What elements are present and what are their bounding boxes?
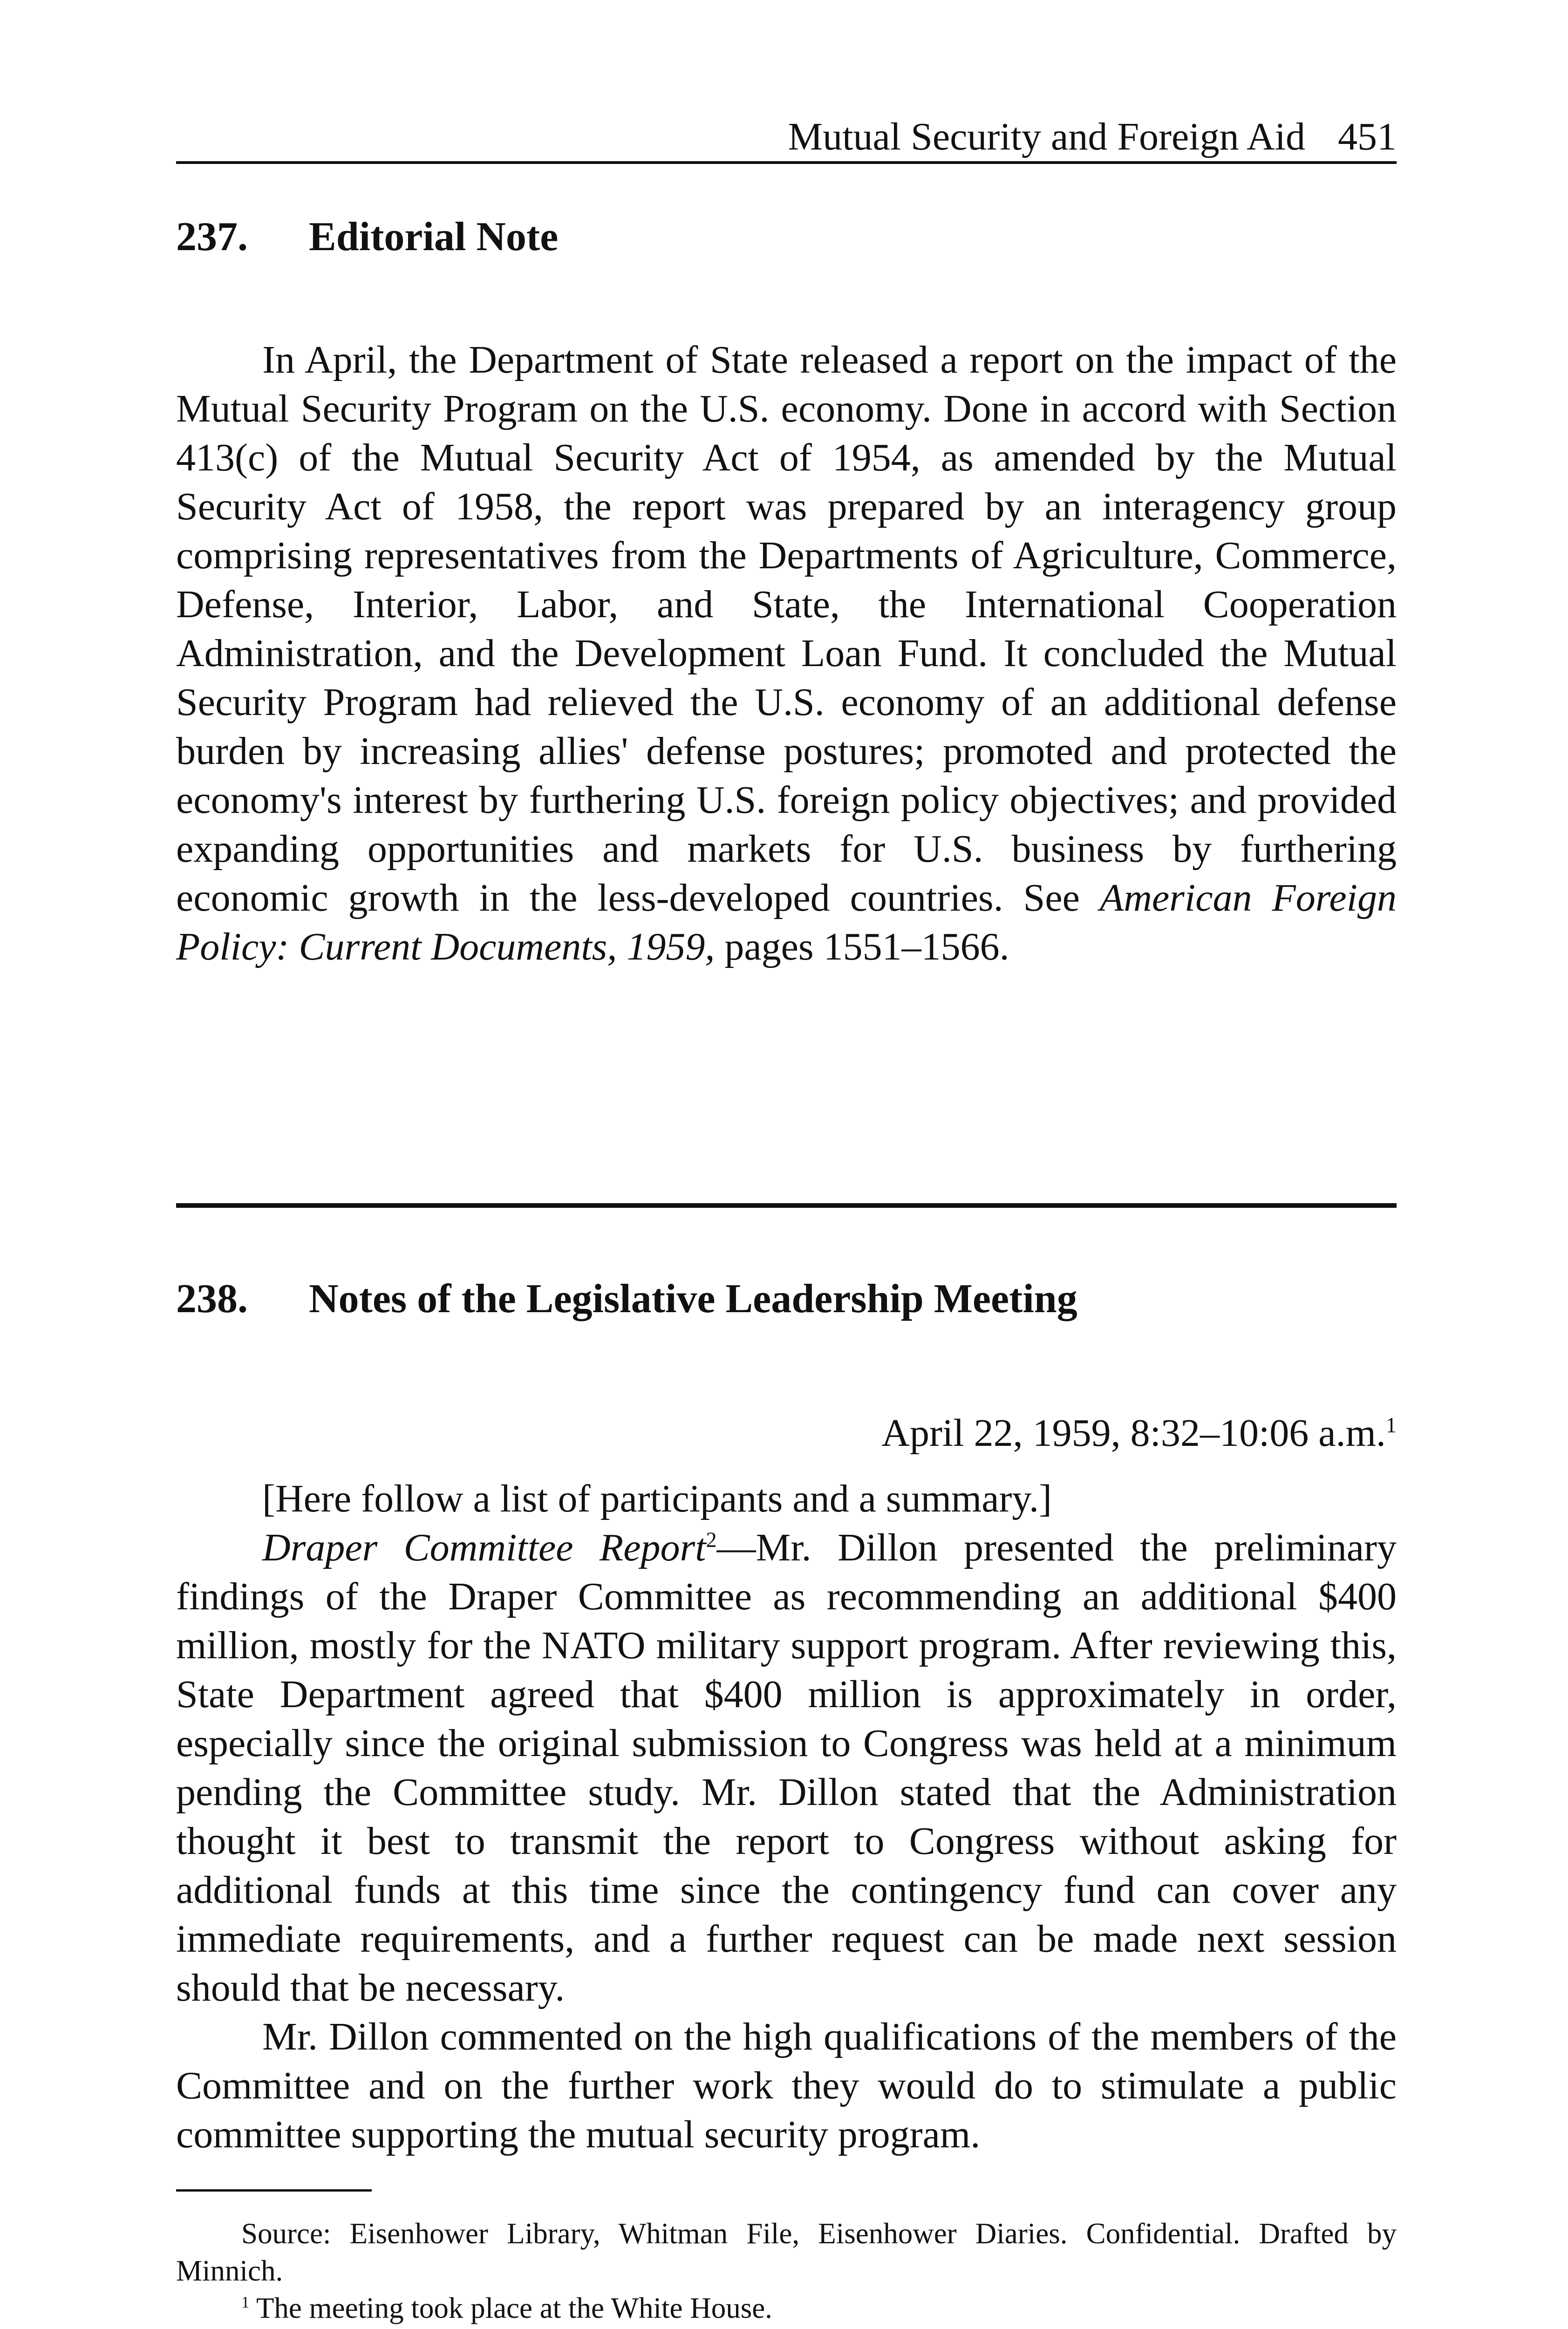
- dillon-comment-paragraph: Mr. Dillon commented on the high qualifications of the members of the Committee and on the further work they would do to stimulate a public committee supporting the mutual security program.: [176, 2015, 1397, 2156]
- dateline: [881, 1411, 1397, 1455]
- document-238-number: 238.: [176, 1276, 248, 1321]
- draper-footnote-ref: 2: [706, 1528, 717, 1552]
- footnote-2: [176, 2327, 1397, 2329]
- footnote-1-text: The meeting took place at the White House.: [256, 2292, 772, 2324]
- footnote-rule: [176, 2189, 372, 2192]
- citation-title: American Foreign Policy: Current Documents, 1959,: [176, 876, 1397, 968]
- footnote-1: [176, 2289, 1397, 2327]
- draper-report-text: —Mr. Dillon presented the preliminary findings of the Draper Committee as recommending an additional $400 million, mostly for the NATO military support program. After reviewing this, State Department agreed that $400 million is approximately in order, especially since the original submission to Congress was held at a minimum pending the Committee study. Mr. Dillon stated that the Administration thought it best to transmit the report to Congress without asking for additional funds at this time since the contingency fund can cover any immediate requirements, and a further request can be made next session should that be necessary.: [176, 1526, 1397, 2009]
- page-number: 451: [1338, 115, 1397, 158]
- footnote-1-mark: 1: [241, 2294, 250, 2311]
- document-238-title: Notes of the Legislative Leadership Meeting: [309, 1276, 1077, 1321]
- dateline-footnote-ref: 1: [1385, 1413, 1397, 1437]
- section-divider: [176, 1203, 1397, 1208]
- dateline-text: April 22, 1959, 8:32–10:06 a.m.: [881, 1411, 1386, 1455]
- running-head: [176, 108, 1397, 164]
- running-head-title: Mutual Security and Foreign Aid: [788, 115, 1305, 158]
- document-237-heading: [176, 214, 559, 259]
- draper-report-paragraph: [176, 1523, 1397, 2012]
- document-238-heading: [176, 1276, 1077, 1321]
- citation-pages: pages 1551–1566.: [715, 925, 1009, 968]
- document-237-title: Editorial Note: [309, 214, 559, 259]
- document-page: [176, 0, 1397, 2329]
- editorial-note-paragraph: [176, 335, 1397, 971]
- document-237-number: 237.: [176, 214, 248, 259]
- participants-paragraph: [Here follow a list of participants and a summary.]: [262, 1477, 1052, 1520]
- source-note: Source: Eisenhower Library, Whitman File, Eisenhower Diaries. Confidential. Drafted by Minnich.: [176, 2217, 1397, 2287]
- editorial-note-text: In April, the Department of State released a report on the impact of the Mutual Security Program on the U.S. economy. Done in accord with Section 413(c) of the Mutual Security Act of 1954, as amended by the Mutual Security Act of 1958, the report was prepared by an interagency group comprising representatives from the Departments of Agriculture, Commerce, Defense, Interior, Labor, and State, the International Cooperation Administration, and the Development Loan Fund. It concluded the Mutual Security Program had relieved the U.S. economy of an additional defense burden by increasing allies' defense postures; promoted and protected the economy's interest by furthering U.S. foreign policy objectives; and provided expanding opportunities and markets for U.S. business by furthering economic growth in the less-developed countries. See: [176, 338, 1397, 919]
- draper-report-label: Draper Committee Report: [262, 1526, 706, 1569]
